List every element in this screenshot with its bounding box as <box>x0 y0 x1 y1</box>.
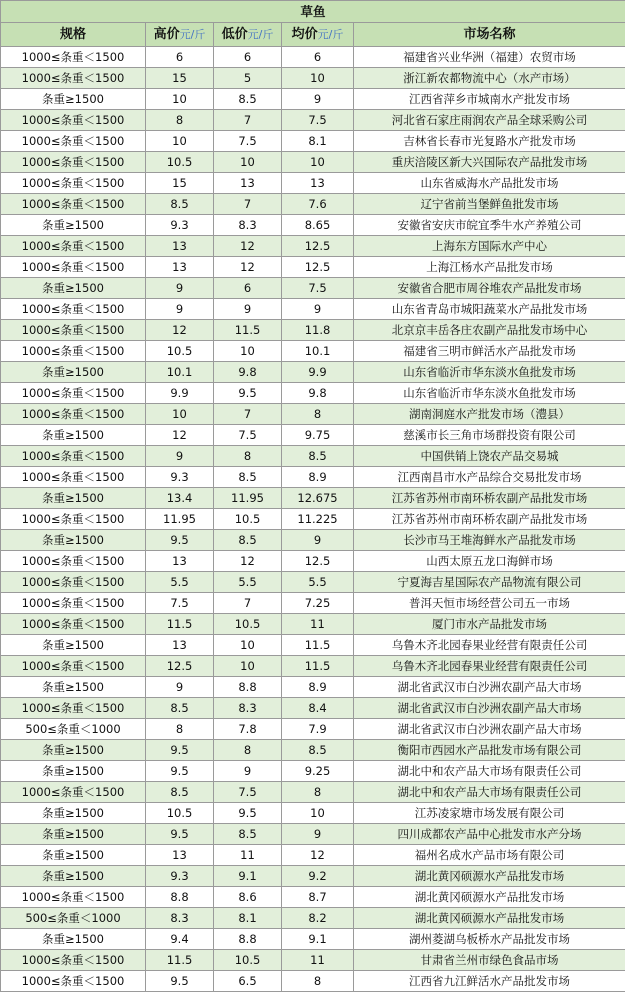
cell-avg: 9 <box>282 89 354 110</box>
cell-high: 9.5 <box>146 824 214 845</box>
cell-avg: 12.5 <box>282 257 354 278</box>
cell-market: 山西太原五龙口海鲜市场 <box>354 551 625 572</box>
cell-low: 9 <box>214 761 282 782</box>
table-row <box>1 908 625 929</box>
table-row <box>1 866 625 887</box>
cell-avg: 12 <box>282 845 354 866</box>
cell-high: 8 <box>146 719 214 740</box>
cell-high: 11.5 <box>146 950 214 971</box>
cell-avg: 9.8 <box>282 383 354 404</box>
cell-high: 13 <box>146 635 214 656</box>
table-row <box>1 929 625 950</box>
cell-low: 8.5 <box>214 530 282 551</box>
cell-spec: 条重≥1500 <box>1 425 146 446</box>
cell-avg: 7.9 <box>282 719 354 740</box>
cell-avg: 6 <box>282 47 354 68</box>
cell-avg: 11 <box>282 614 354 635</box>
cell-market: 湖北黄冈硕源水产品批发市场 <box>354 887 625 908</box>
cell-spec: 条重≥1500 <box>1 803 146 824</box>
cell-spec: 1000≤条重＜1500 <box>1 404 146 425</box>
cell-spec: 1000≤条重＜1500 <box>1 131 146 152</box>
table-row <box>1 572 625 593</box>
header-avg-label: 均价 <box>291 27 318 42</box>
table-row <box>1 215 625 236</box>
cell-high: 9.3 <box>146 215 214 236</box>
cell-market: 江西南昌市水产品综合交易批发市场 <box>354 467 625 488</box>
cell-high: 12 <box>146 320 214 341</box>
cell-avg: 8.9 <box>282 467 354 488</box>
cell-spec: 1000≤条重＜1500 <box>1 656 146 677</box>
cell-high: 13 <box>146 845 214 866</box>
cell-high: 11.95 <box>146 509 214 530</box>
cell-spec: 条重≥1500 <box>1 215 146 236</box>
cell-market: 重庆涪陵区新大兴国际农产品批发市场 <box>354 152 625 173</box>
cell-low: 7.5 <box>214 425 282 446</box>
cell-market: 安徽省安庆市皖宜季牛水产养殖公司 <box>354 215 625 236</box>
cell-spec: 500≤条重＜1000 <box>1 908 146 929</box>
cell-avg: 9.2 <box>282 866 354 887</box>
table-row <box>1 614 625 635</box>
cell-low: 8.1 <box>214 908 282 929</box>
cell-market: 长沙市马王堆海鲜水产品批发市场 <box>354 530 625 551</box>
cell-avg: 8 <box>282 782 354 803</box>
cell-high: 8.5 <box>146 782 214 803</box>
cell-low: 10 <box>214 635 282 656</box>
header-low-label: 低价 <box>221 27 248 42</box>
cell-low: 7.5 <box>214 131 282 152</box>
cell-low: 10.5 <box>214 950 282 971</box>
cell-spec: 1000≤条重＜1500 <box>1 782 146 803</box>
cell-avg: 11.8 <box>282 320 354 341</box>
table-row <box>1 446 625 467</box>
cell-low: 6.5 <box>214 971 282 992</box>
cell-high: 9 <box>146 677 214 698</box>
table-row <box>1 194 625 215</box>
cell-low: 9.5 <box>214 383 282 404</box>
cell-low: 8.3 <box>214 215 282 236</box>
cell-avg: 11.5 <box>282 656 354 677</box>
cell-spec: 1000≤条重＜1500 <box>1 950 146 971</box>
cell-avg: 10 <box>282 68 354 89</box>
cell-spec: 1000≤条重＜1500 <box>1 698 146 719</box>
cell-market: 乌鲁木齐北园春果业经营有限责任公司 <box>354 656 625 677</box>
cell-spec: 1000≤条重＜1500 <box>1 194 146 215</box>
cell-high: 10.1 <box>146 362 214 383</box>
cell-low: 7 <box>214 404 282 425</box>
cell-market: 江苏凌家塘市场发展有限公司 <box>354 803 625 824</box>
cell-high: 9.5 <box>146 761 214 782</box>
cell-low: 10 <box>214 152 282 173</box>
table-row <box>1 488 625 509</box>
cell-high: 11.5 <box>146 614 214 635</box>
cell-high: 12.5 <box>146 656 214 677</box>
cell-high: 15 <box>146 68 214 89</box>
cell-market: 江苏省苏州市南环桥农副产品批发市场 <box>354 488 625 509</box>
table-row <box>1 845 625 866</box>
cell-high: 9 <box>146 278 214 299</box>
cell-avg: 5.5 <box>282 572 354 593</box>
cell-low: 11.95 <box>214 488 282 509</box>
cell-low: 8 <box>214 446 282 467</box>
cell-low: 11 <box>214 845 282 866</box>
cell-spec: 1000≤条重＜1500 <box>1 383 146 404</box>
cell-market: 浙江新农都物流中心（水产市场） <box>354 68 625 89</box>
cell-avg: 12.5 <box>282 236 354 257</box>
cell-spec: 1000≤条重＜1500 <box>1 551 146 572</box>
cell-low: 10 <box>214 656 282 677</box>
cell-high: 9 <box>146 446 214 467</box>
cell-high: 7.5 <box>146 593 214 614</box>
cell-high: 8 <box>146 110 214 131</box>
cell-high: 9.3 <box>146 866 214 887</box>
cell-avg: 13 <box>282 173 354 194</box>
cell-low: 10.5 <box>214 509 282 530</box>
table-body <box>1 47 625 992</box>
table-row <box>1 656 625 677</box>
cell-spec: 条重≥1500 <box>1 635 146 656</box>
table-row <box>1 341 625 362</box>
cell-market: 山东省临沂市华东淡水鱼批发市场 <box>354 362 625 383</box>
cell-low: 6 <box>214 47 282 68</box>
cell-market: 福建省兴业华洲（福建）农贸市场 <box>354 47 625 68</box>
cell-avg: 8.2 <box>282 908 354 929</box>
table-row <box>1 719 625 740</box>
cell-high: 10 <box>146 89 214 110</box>
cell-avg: 9 <box>282 824 354 845</box>
header-spec: 规格 <box>1 23 146 47</box>
table-row <box>1 950 625 971</box>
cell-avg: 8 <box>282 971 354 992</box>
cell-high: 10 <box>146 131 214 152</box>
cell-low: 7 <box>214 194 282 215</box>
cell-low: 8.5 <box>214 824 282 845</box>
cell-high: 5.5 <box>146 572 214 593</box>
cell-spec: 1000≤条重＜1500 <box>1 446 146 467</box>
cell-spec: 1000≤条重＜1500 <box>1 152 146 173</box>
cell-high: 8.8 <box>146 887 214 908</box>
cell-avg: 9.1 <box>282 929 354 950</box>
cell-high: 9.9 <box>146 383 214 404</box>
cell-market: 福建省三明市鲜活水产品批发市场 <box>354 341 625 362</box>
cell-avg: 8.7 <box>282 887 354 908</box>
header-low <box>214 23 282 47</box>
cell-spec: 1000≤条重＜1500 <box>1 299 146 320</box>
cell-spec: 条重≥1500 <box>1 677 146 698</box>
table-row <box>1 971 625 992</box>
cell-market: 福州名成水产品市场有限公司 <box>354 845 625 866</box>
cell-market: 衡阳市西园水产品批发市场有限公司 <box>354 740 625 761</box>
cell-high: 10.5 <box>146 803 214 824</box>
cell-high: 8.5 <box>146 698 214 719</box>
table-row <box>1 47 625 68</box>
cell-avg: 11.225 <box>282 509 354 530</box>
cell-avg: 8.65 <box>282 215 354 236</box>
header-market: 市场名称 <box>354 23 625 47</box>
table-row <box>1 803 625 824</box>
cell-low: 7 <box>214 110 282 131</box>
cell-low: 7.5 <box>214 782 282 803</box>
table-row <box>1 593 625 614</box>
cell-spec: 条重≥1500 <box>1 845 146 866</box>
cell-low: 7.8 <box>214 719 282 740</box>
cell-high: 15 <box>146 173 214 194</box>
cell-market: 河北省石家庄雨润农产品全球采购公司 <box>354 110 625 131</box>
cell-low: 11.5 <box>214 320 282 341</box>
cell-market: 山东省威海水产品批发市场 <box>354 173 625 194</box>
table-row <box>1 68 625 89</box>
cell-avg: 7.5 <box>282 110 354 131</box>
table-row <box>1 404 625 425</box>
cell-spec: 1000≤条重＜1500 <box>1 257 146 278</box>
table-row <box>1 173 625 194</box>
table-row <box>1 551 625 572</box>
cell-spec: 1000≤条重＜1500 <box>1 173 146 194</box>
header-row <box>1 23 625 47</box>
cell-market: 江苏省苏州市南环桥农副产品批发市场 <box>354 509 625 530</box>
cell-high: 9.5 <box>146 530 214 551</box>
cell-avg: 12.5 <box>282 551 354 572</box>
cell-market: 湖北省武汉市白沙洲农副产品大市场 <box>354 719 625 740</box>
cell-spec: 条重≥1500 <box>1 530 146 551</box>
cell-market: 普洱天恒市场经营公司五一市场 <box>354 593 625 614</box>
cell-high: 9.5 <box>146 740 214 761</box>
cell-avg: 10 <box>282 152 354 173</box>
table-row <box>1 383 625 404</box>
cell-low: 12 <box>214 551 282 572</box>
cell-avg: 7.25 <box>282 593 354 614</box>
cell-market: 中国供销上饶农产品交易城 <box>354 446 625 467</box>
cell-avg: 8.1 <box>282 131 354 152</box>
cell-avg: 10 <box>282 803 354 824</box>
cell-spec: 1000≤条重＜1500 <box>1 320 146 341</box>
cell-spec: 条重≥1500 <box>1 362 146 383</box>
cell-spec: 条重≥1500 <box>1 866 146 887</box>
cell-low: 9.5 <box>214 803 282 824</box>
cell-low: 9.8 <box>214 362 282 383</box>
cell-market: 湖北中和农产品大市场有限责任公司 <box>354 761 625 782</box>
cell-low: 10 <box>214 341 282 362</box>
table-row <box>1 131 625 152</box>
table-row <box>1 467 625 488</box>
cell-spec: 条重≥1500 <box>1 488 146 509</box>
cell-avg: 12.675 <box>282 488 354 509</box>
cell-high: 12 <box>146 425 214 446</box>
cell-market: 山东省青岛市城阳蔬菜水产品批发市场 <box>354 299 625 320</box>
cell-market: 慈溪市长三角市场群投资有限公司 <box>354 425 625 446</box>
cell-spec: 1000≤条重＜1500 <box>1 68 146 89</box>
cell-spec: 1000≤条重＜1500 <box>1 110 146 131</box>
cell-high: 13.4 <box>146 488 214 509</box>
cell-high: 9.3 <box>146 467 214 488</box>
cell-spec: 条重≥1500 <box>1 761 146 782</box>
cell-market: 上海江杨水产品批发市场 <box>354 257 625 278</box>
table-row <box>1 425 625 446</box>
cell-high: 10 <box>146 404 214 425</box>
header-high-unit: 元/斤 <box>179 28 206 41</box>
cell-high: 8.3 <box>146 908 214 929</box>
cell-low: 8.8 <box>214 929 282 950</box>
cell-avg: 9.9 <box>282 362 354 383</box>
table-row <box>1 509 625 530</box>
cell-market: 湖北中和农产品大市场有限责任公司 <box>354 782 625 803</box>
cell-high: 6 <box>146 47 214 68</box>
cell-spec: 1000≤条重＜1500 <box>1 887 146 908</box>
table-row <box>1 677 625 698</box>
cell-spec: 1000≤条重＜1500 <box>1 971 146 992</box>
cell-spec: 1000≤条重＜1500 <box>1 236 146 257</box>
cell-low: 8.3 <box>214 698 282 719</box>
cell-market: 乌鲁木齐北园春果业经营有限责任公司 <box>354 635 625 656</box>
cell-low: 9 <box>214 299 282 320</box>
table-row <box>1 320 625 341</box>
cell-low: 8 <box>214 740 282 761</box>
cell-market: 厦门市水产品批发市场 <box>354 614 625 635</box>
cell-avg: 8.4 <box>282 698 354 719</box>
cell-avg: 9.75 <box>282 425 354 446</box>
cell-low: 8.5 <box>214 467 282 488</box>
cell-low: 8.6 <box>214 887 282 908</box>
table-row <box>1 89 625 110</box>
cell-high: 13 <box>146 236 214 257</box>
cell-high: 13 <box>146 551 214 572</box>
cell-low: 12 <box>214 257 282 278</box>
cell-high: 9 <box>146 299 214 320</box>
cell-low: 12 <box>214 236 282 257</box>
table-row <box>1 635 625 656</box>
table-row <box>1 362 625 383</box>
cell-market: 湖北省武汉市白沙洲农副产品大市场 <box>354 677 625 698</box>
cell-market: 江西省九江鲜活水产品批发市场 <box>354 971 625 992</box>
cell-spec: 1000≤条重＜1500 <box>1 467 146 488</box>
table-row <box>1 824 625 845</box>
cell-spec: 1000≤条重＜1500 <box>1 509 146 530</box>
cell-avg: 8 <box>282 404 354 425</box>
cell-spec: 条重≥1500 <box>1 824 146 845</box>
header-avg-unit: 元/斤 <box>317 28 344 41</box>
cell-market: 湖州菱湖乌板桥水产品批发市场 <box>354 929 625 950</box>
cell-market: 湖北黄冈硕源水产品批发市场 <box>354 866 625 887</box>
cell-spec: 1000≤条重＜1500 <box>1 47 146 68</box>
cell-spec: 1000≤条重＜1500 <box>1 572 146 593</box>
cell-high: 10.5 <box>146 341 214 362</box>
table-row <box>1 782 625 803</box>
cell-market: 宁夏海吉星国际农产品物流有限公司 <box>354 572 625 593</box>
header-low-unit: 元/斤 <box>247 28 274 41</box>
cell-market: 江西省萍乡市城南水产批发市场 <box>354 89 625 110</box>
cell-avg: 9 <box>282 299 354 320</box>
cell-market: 上海东方国际水产中心 <box>354 236 625 257</box>
cell-spec: 条重≥1500 <box>1 278 146 299</box>
cell-low: 8.8 <box>214 677 282 698</box>
cell-low: 7 <box>214 593 282 614</box>
cell-high: 9.5 <box>146 971 214 992</box>
cell-high: 8.5 <box>146 194 214 215</box>
cell-avg: 10.1 <box>282 341 354 362</box>
table-row <box>1 278 625 299</box>
sheet-title: 草鱼 <box>1 1 625 23</box>
table-row <box>1 152 625 173</box>
table-row <box>1 110 625 131</box>
cell-avg: 8.5 <box>282 740 354 761</box>
title-row <box>1 1 625 23</box>
table-row <box>1 698 625 719</box>
header-high-label: 高价 <box>153 27 180 42</box>
cell-market: 安徽省合肥市周谷堆农产品批发市场 <box>354 278 625 299</box>
cell-high: 10.5 <box>146 152 214 173</box>
table-row <box>1 761 625 782</box>
cell-spec: 条重≥1500 <box>1 89 146 110</box>
cell-avg: 8.9 <box>282 677 354 698</box>
cell-low: 8.5 <box>214 89 282 110</box>
cell-low: 9.1 <box>214 866 282 887</box>
cell-low: 5.5 <box>214 572 282 593</box>
cell-market: 湖北省武汉市白沙洲农副产品大市场 <box>354 698 625 719</box>
cell-market: 辽宁省前当堡鲜鱼批发市场 <box>354 194 625 215</box>
cell-avg: 9 <box>282 530 354 551</box>
header-high <box>146 23 214 47</box>
table-row <box>1 530 625 551</box>
cell-high: 13 <box>146 257 214 278</box>
cell-market: 吉林省长春市光复路水产批发市场 <box>354 131 625 152</box>
cell-avg: 8.5 <box>282 446 354 467</box>
cell-low: 5 <box>214 68 282 89</box>
cell-market: 山东省临沂市华东淡水鱼批发市场 <box>354 383 625 404</box>
cell-avg: 9.25 <box>282 761 354 782</box>
cell-market: 湖南洞庭水产批发市场（澧县） <box>354 404 625 425</box>
table-row <box>1 887 625 908</box>
cell-spec: 1000≤条重＜1500 <box>1 614 146 635</box>
cell-low: 10.5 <box>214 614 282 635</box>
cell-avg: 7.6 <box>282 194 354 215</box>
cell-low: 13 <box>214 173 282 194</box>
cell-spec: 条重≥1500 <box>1 740 146 761</box>
cell-spec: 条重≥1500 <box>1 929 146 950</box>
cell-spec: 1000≤条重＜1500 <box>1 341 146 362</box>
cell-market: 湖北黄冈硕源水产品批发市场 <box>354 908 625 929</box>
cell-market: 甘肃省兰州市绿色食品市场 <box>354 950 625 971</box>
cell-market: 四川成都农产品中心批发市水产分场 <box>354 824 625 845</box>
table-row <box>1 740 625 761</box>
table-row <box>1 299 625 320</box>
table-row <box>1 257 625 278</box>
cell-low: 6 <box>214 278 282 299</box>
cell-avg: 11 <box>282 950 354 971</box>
cell-avg: 7.5 <box>282 278 354 299</box>
cell-spec: 500≤条重＜1000 <box>1 719 146 740</box>
cell-spec: 1000≤条重＜1500 <box>1 593 146 614</box>
table-row <box>1 236 625 257</box>
header-avg <box>282 23 354 47</box>
cell-high: 9.4 <box>146 929 214 950</box>
cell-market: 北京京丰岳各庄农副产品批发市场中心 <box>354 320 625 341</box>
cell-avg: 11.5 <box>282 635 354 656</box>
